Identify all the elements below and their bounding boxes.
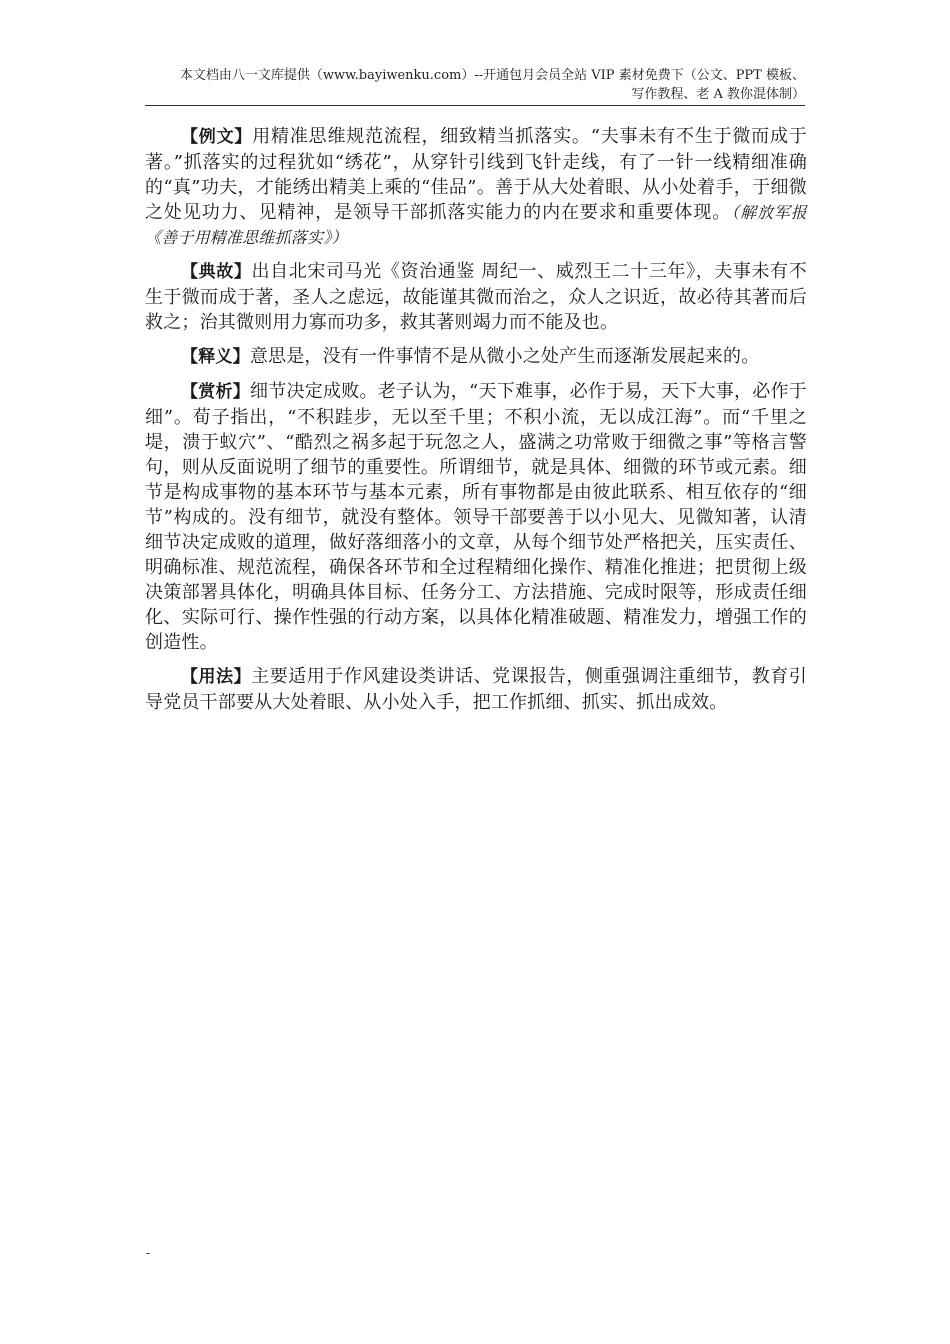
footer-mark: - <box>146 1246 151 1261</box>
paragraph-text: 细节决定成败。老子认为，“天下难事，必作于易，天下大事，必作于细”。荀子指出，“不积跬步，无以至千里；不积小流，无以成江海”。而“千里之堤，溃于蚁穴”、“酷烈之祸多起于玩忽之人，盛满之功常败于细微之事”等格言警句，则从反面说明了细节的重要性。所谓细节，就是具体、细微的环节或元素。细节是构成事物的基本环节与基本元素，所有事物都是由彼此联系、相互依存的“细节”构成的。没有细节，就没有整体。领导干部要善于以小见大、见微知著，认清细节决定成败的道理，做好落细落小的文章，从每个细节处严格把关，压实责任、明确标准、规范流程，确保各环节和全过程精细化操作、精准化推进；把贯彻上级决策部署具体化，明确具体目标、任务分工、方法措施、完成时限等，形成责任细化、实际可行、操作性强的行动方案，以具体化精准破题、精准发力，增强工作的创造性。 <box>145 381 807 653</box>
paragraph-text: 用精准思维规范流程，细致精当抓落实。“夫事未有不生于微而成于著。”抓落实的过程犹如“绣花”，从穿针引线到飞针走线，有了一针一线精细准确的“真”功夫，才能绣出精美上乘的“佳品”。善于从大处着眼、从小处着手，于细微之处见功力、见精神，是领导干部抓落实能力的内在要求和重要体现。 <box>145 126 807 223</box>
header-line-1: 本文档由八一文库提供（www.bayiwenku.com）--开通包月会员全站 VIP 素材免费下（公文、PPT 模板、 <box>179 68 805 83</box>
paragraph-text: 意思是，没有一件事情不是从微小之处产生而逐渐发展起来的。 <box>249 346 760 367</box>
paragraph-analysis <box>145 379 807 655</box>
paragraph-usage <box>145 664 807 715</box>
paragraph-meaning <box>145 344 807 370</box>
citation-source: （解放军报《善于用精准思维抓落实》） <box>145 203 807 247</box>
header-line-2: 写作教程、老 A 教你混体制） <box>631 87 805 102</box>
page-header <box>145 66 805 104</box>
document-body <box>145 124 807 724</box>
section-tag: 【释义】 <box>181 347 250 367</box>
paragraph-text: 主要适用于作风建设类讲话、党课报告，侧重强调注重细节，教育引导党员干部要从大处着眼、从小处入手，把工作抓细、抓实、抓出成效。 <box>145 666 807 713</box>
header-divider <box>145 105 805 106</box>
section-tag: 【典故】 <box>181 262 252 282</box>
paragraph-allusion <box>145 259 807 335</box>
section-tag: 【赏析】 <box>181 382 251 402</box>
section-tag: 【用法】 <box>181 667 252 687</box>
section-tag: 【例文】 <box>181 127 253 147</box>
paragraph-text: 出自北宋司马光《资治通鉴 周纪一、威烈王二十三年》，夫事未有不生于微而成于著，圣人之虑远，故能谨其微而治之，众人之识近，故必待其著而后救之；治其微则用力寡而功多，救其著则竭力而不能及也。 <box>145 261 807 333</box>
paragraph-example <box>145 124 807 250</box>
